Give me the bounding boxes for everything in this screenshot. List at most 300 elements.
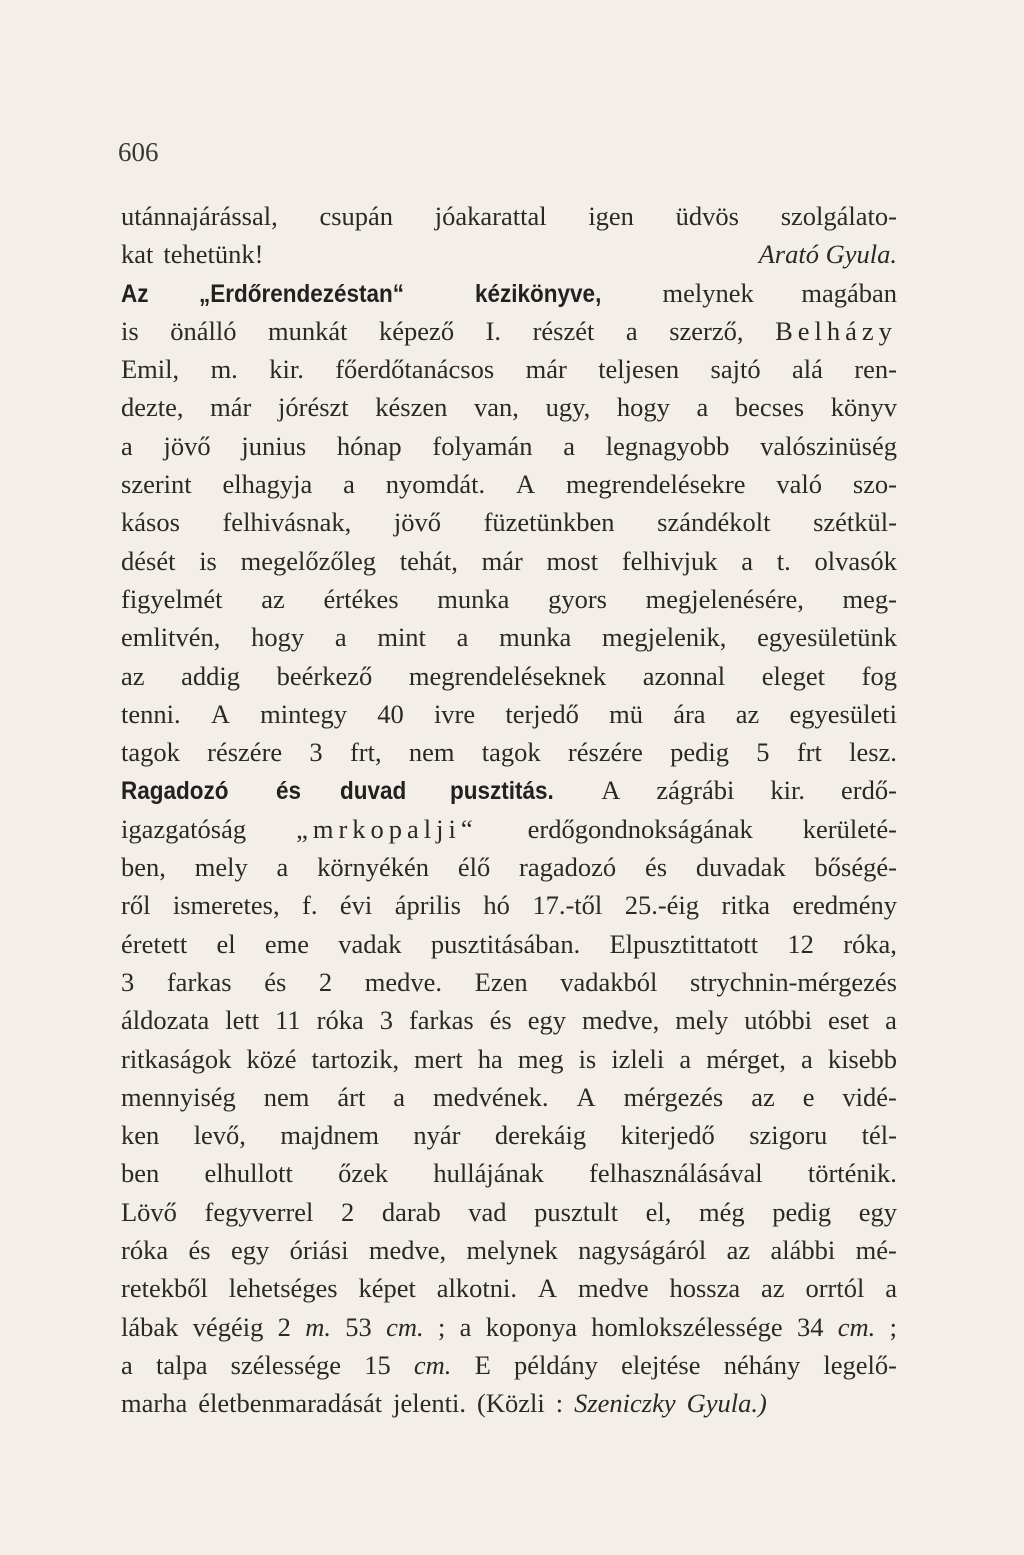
word: az (735, 698, 760, 729)
word: emlitvén, (121, 622, 221, 653)
text-line (121, 886, 897, 924)
word: szándékolt (657, 507, 771, 538)
word: róka, (843, 928, 897, 959)
word: majdnem (280, 1120, 379, 1151)
word: erdő- (841, 775, 897, 806)
word: a (741, 545, 753, 576)
word: az (261, 583, 285, 614)
word: ről (121, 890, 151, 921)
word: tehát, (399, 545, 458, 576)
word: csupán (319, 201, 394, 231)
word: frt, (349, 737, 382, 768)
word: felhivjuk (621, 545, 718, 576)
word: Szeniczky (574, 1388, 676, 1419)
word: való (776, 469, 822, 500)
word: dezte, (121, 392, 184, 423)
word: I. (485, 315, 502, 346)
word: lehetséges (228, 1273, 338, 1304)
word: kásos (121, 507, 180, 538)
word: szo- (852, 469, 897, 500)
word: vadakból (560, 966, 658, 997)
word: az (726, 1235, 751, 1266)
word: homlokszélessége (591, 1311, 783, 1342)
text-line (121, 1308, 897, 1346)
text-line (121, 235, 897, 273)
word: eleget (761, 660, 826, 691)
word: is (121, 315, 139, 346)
word: elejtése (621, 1349, 701, 1380)
word: Elpusztittatott (609, 928, 759, 959)
word: eme (264, 928, 309, 959)
word: kisebb (827, 1043, 897, 1074)
text-line (121, 1269, 897, 1307)
word: orrtól (805, 1273, 865, 1304)
page-number: 606 (118, 137, 159, 167)
text-line (121, 1384, 897, 1422)
word: figyelmét (121, 583, 223, 614)
word: igazgatóság (121, 813, 247, 844)
text-line (121, 771, 897, 809)
word: cm. (413, 1349, 452, 1380)
word: most (546, 545, 599, 576)
word: pusztitás. (449, 777, 554, 806)
text-line (121, 274, 897, 312)
text-line (121, 1154, 897, 1192)
word: 3 (309, 737, 323, 768)
word: ren- (854, 354, 897, 385)
text-line (121, 1040, 897, 1078)
word: hogy (251, 622, 305, 653)
word: duvadak (695, 852, 786, 883)
word: eset (827, 1005, 870, 1036)
word: értékes (323, 583, 399, 614)
word: folyamán (432, 430, 533, 461)
word: teljesen (598, 354, 680, 385)
word: beérkező (276, 660, 373, 691)
word: fegyverrel (204, 1196, 314, 1227)
text-line (121, 465, 897, 503)
word: április (394, 890, 461, 921)
word: frt (796, 737, 822, 768)
word: : (555, 1388, 564, 1419)
word: kat (121, 239, 154, 270)
word: mely (194, 852, 248, 883)
word: kézikönyve, (474, 279, 601, 308)
word: önálló (170, 315, 237, 346)
word: hó (483, 890, 510, 921)
word: 15 (364, 1349, 391, 1380)
word: f. (302, 890, 318, 921)
word: Az (121, 279, 149, 308)
word: végéig (192, 1311, 264, 1342)
word: és (276, 777, 302, 806)
word: melynek (662, 277, 754, 308)
word: munka (437, 583, 510, 614)
word: melynek (466, 1235, 558, 1266)
word: ; (437, 1311, 446, 1342)
word: az (751, 1081, 775, 1112)
word: alá (792, 354, 823, 385)
text-line (121, 1001, 897, 1039)
word: m. (210, 354, 238, 385)
word: lett (225, 1005, 260, 1036)
word: nem (263, 1081, 310, 1112)
word: mü (609, 698, 643, 729)
word: jövő (163, 430, 211, 461)
word: kerületé- (802, 813, 897, 844)
word: munka (499, 622, 572, 653)
word: példány (513, 1349, 598, 1380)
word: történik. (807, 1158, 897, 1189)
word: hogy (616, 392, 670, 423)
word: ugy, (545, 392, 591, 423)
word: meg (517, 1043, 564, 1074)
text-line (121, 1346, 897, 1384)
word: élő (457, 852, 491, 883)
word: felhasználásával (589, 1158, 763, 1189)
word: a (121, 1349, 133, 1380)
word: utánnajárással, (121, 201, 278, 231)
word: a (679, 1043, 692, 1074)
word: megjelenésére, (645, 583, 804, 614)
word: utóbbi (744, 1005, 812, 1036)
word: közé (246, 1043, 297, 1074)
word: eredmény (792, 890, 897, 921)
word: képet (358, 1273, 416, 1304)
word: terjedő (505, 698, 579, 729)
word: szolgálato- (780, 201, 897, 231)
text-line (121, 1078, 897, 1116)
word: a (393, 1081, 406, 1112)
word: zágrábi (656, 775, 735, 806)
word: ivre (433, 698, 476, 729)
word: éretett (121, 928, 188, 959)
word: legnagyobb (605, 430, 730, 461)
word: 53 (345, 1311, 372, 1342)
word: róka (316, 1005, 364, 1036)
word: és (489, 1005, 512, 1036)
word: főerdőtanácsos (335, 354, 495, 385)
word: medve, (368, 1235, 447, 1266)
word: kir. (770, 775, 806, 806)
word: olvasók (814, 545, 897, 576)
word: és (264, 966, 287, 997)
word: dését (121, 545, 176, 576)
text-line (121, 1193, 897, 1231)
word: azonnal (642, 660, 726, 691)
word: levő, (193, 1120, 246, 1151)
word: pedig (670, 737, 730, 768)
text-line (121, 580, 897, 618)
word: készen (375, 392, 448, 423)
word: a (459, 1311, 472, 1342)
word: árt (337, 1081, 366, 1112)
word: meg- (842, 583, 897, 614)
text-line (121, 388, 897, 426)
text-line (121, 312, 897, 350)
word: képező (379, 315, 455, 346)
word: gyors (548, 583, 607, 614)
word: medve. (364, 966, 443, 997)
word: mely (675, 1005, 729, 1036)
text-line (121, 1116, 897, 1154)
word: részére (567, 737, 643, 768)
word: tenni. (121, 698, 181, 729)
word: koponya (485, 1311, 577, 1342)
word: valószinüség (760, 430, 897, 461)
word: kiterjedő (620, 1120, 715, 1151)
word: erdőgondnokságának (527, 813, 753, 844)
word: mert (414, 1043, 463, 1074)
word: áldozata (121, 1005, 210, 1036)
word: ; (889, 1311, 897, 1342)
word: mennyiség (121, 1081, 236, 1112)
word: őzek (338, 1158, 389, 1189)
word: 5 (756, 737, 770, 768)
word: a (456, 622, 469, 653)
word: 2 (318, 966, 333, 997)
word: egyesületünk (757, 622, 897, 653)
word: ritkaságok (121, 1043, 232, 1074)
word: tagok (121, 737, 180, 768)
word: szétkül- (813, 507, 897, 538)
word: junius (241, 430, 307, 461)
word: A (210, 698, 230, 729)
word: nem (408, 737, 455, 768)
word: strychnin-mérgezés (689, 966, 897, 997)
word: 11 (275, 1005, 301, 1036)
word: magában (801, 277, 897, 308)
word: 34 (796, 1311, 824, 1342)
word: és (188, 1235, 211, 1266)
word: medve (577, 1273, 649, 1304)
word: E (474, 1349, 491, 1380)
text-line (121, 350, 897, 388)
word: bőségé- (814, 852, 897, 883)
word: ha (477, 1043, 503, 1074)
word: a (885, 1005, 897, 1036)
word: lábak (121, 1311, 179, 1342)
word: évi (339, 890, 373, 921)
word: hónap (336, 430, 402, 461)
word: már (525, 354, 567, 385)
word: 12 (787, 928, 814, 959)
word: ken (121, 1120, 160, 1151)
word: jóakarattal (434, 201, 547, 231)
word: részére (207, 737, 283, 768)
word: talpa (155, 1349, 208, 1380)
word: retekből (121, 1273, 208, 1304)
word: hullájának (433, 1158, 544, 1189)
word: becses (734, 392, 805, 423)
word: Belházy (775, 315, 897, 346)
word: 3 (379, 1005, 393, 1036)
word: szerint (121, 469, 192, 500)
word: a (625, 315, 638, 346)
word: még (699, 1196, 745, 1227)
word: mérgezés (623, 1081, 724, 1112)
word: tehetünk! (163, 239, 264, 270)
word: ára (673, 698, 706, 729)
word: megrendeléseknek (408, 660, 607, 691)
word: alkotni. (436, 1273, 518, 1304)
text-line (121, 618, 897, 656)
word: A (515, 469, 536, 500)
word: egy (527, 1005, 566, 1036)
word: addig (181, 660, 241, 691)
word: cm. (386, 1311, 424, 1342)
word: vadak (338, 928, 402, 959)
word: a (885, 1273, 897, 1304)
word: nyomdát. (385, 469, 486, 500)
word: mé- (855, 1235, 897, 1266)
word: ragadozó (519, 852, 617, 883)
word: „Erdőrendezéstan“ (199, 279, 405, 308)
author-signature: Arató Gyula. (758, 239, 897, 270)
text-line (121, 657, 897, 695)
word: megjelenik, (602, 622, 727, 653)
word: 17.-től (532, 890, 603, 921)
word: életbenmaradását (198, 1388, 383, 1419)
word: 25.-éig (624, 890, 700, 921)
word: az (121, 660, 145, 691)
word: róka (121, 1235, 169, 1266)
word: szerző, (669, 315, 744, 346)
word: részét (532, 315, 595, 346)
word: vidé- (842, 1081, 897, 1112)
word: és (644, 852, 668, 883)
word: jórészt (278, 392, 349, 423)
word: marha (121, 1388, 188, 1419)
word: duvad (340, 777, 407, 806)
text-line (121, 733, 897, 771)
word: t. (776, 545, 791, 576)
word: el, (645, 1196, 672, 1227)
word: szigoru (749, 1120, 828, 1151)
text-line (121, 427, 897, 465)
word: hossza (669, 1273, 741, 1304)
word: A (537, 1273, 558, 1304)
word: e (802, 1081, 815, 1112)
word: egy (858, 1196, 897, 1227)
word: óriási (289, 1235, 349, 1266)
word: alábbi (770, 1235, 836, 1266)
word: medvének. (433, 1081, 549, 1112)
word: Lövő (121, 1196, 177, 1227)
word: nagyságáról (578, 1235, 707, 1266)
word: jelenti. (393, 1388, 466, 1419)
text-line (121, 1231, 897, 1269)
word: ben (121, 1158, 160, 1189)
text-line (121, 925, 897, 963)
word: üdvös (675, 201, 739, 231)
word: A (576, 1081, 596, 1112)
word: lesz. (849, 737, 897, 768)
word: a (334, 622, 347, 653)
word: Emil, (121, 354, 180, 385)
word: a (121, 430, 133, 461)
article-text (121, 197, 897, 1423)
text-line (121, 542, 897, 580)
text-line (121, 503, 897, 541)
text-line (121, 197, 897, 235)
word: néhány (723, 1349, 801, 1380)
word: ritka (721, 890, 771, 921)
word: környékén (317, 852, 429, 883)
word: felhivásnak, (222, 507, 352, 538)
word: farkas (166, 966, 232, 997)
word: pusztitásában. (430, 928, 581, 959)
word: fog (861, 660, 897, 691)
word: 2 (341, 1196, 355, 1227)
text-line (121, 848, 897, 886)
word: megelőzőleg (240, 545, 376, 576)
word: munkát (268, 315, 348, 346)
word: 3 (121, 966, 135, 997)
word: szélessége (230, 1349, 342, 1380)
word: 2 (277, 1311, 291, 1342)
word: ismeretes, (172, 890, 280, 921)
word: sajtó (710, 354, 761, 385)
word: a (276, 852, 289, 883)
word: a (563, 430, 575, 461)
text-line (121, 695, 897, 733)
word: jövő (393, 507, 441, 538)
word: elhagyja (222, 469, 313, 500)
word: füzetünkben (483, 507, 615, 538)
word: ben, (121, 852, 166, 883)
text-line (121, 963, 897, 1001)
word: Ezen (474, 966, 528, 997)
word: nyár (413, 1120, 461, 1151)
word: mérget, (706, 1043, 786, 1074)
word: tartozik, (311, 1043, 400, 1074)
word: m. (305, 1311, 331, 1342)
word: már (210, 392, 252, 423)
word: tél- (861, 1120, 897, 1151)
word: medve, (581, 1005, 660, 1036)
word: elhullott (204, 1158, 293, 1189)
word: Ragadozó (121, 777, 229, 806)
word: is (578, 1043, 597, 1074)
word: a (800, 1043, 813, 1074)
word: vad (468, 1196, 507, 1227)
word: igen (588, 201, 634, 231)
word: „mrkopalji“ (296, 813, 478, 844)
word: egy (230, 1235, 270, 1266)
word: mint (377, 622, 426, 653)
word: megrendelésekre (565, 469, 746, 500)
word: derekáig (494, 1120, 587, 1151)
word: farkas (408, 1005, 474, 1036)
word: el (216, 928, 236, 959)
word: darab (381, 1196, 441, 1227)
word: legelő- (823, 1349, 897, 1380)
word: az (761, 1273, 785, 1304)
word: van, (474, 392, 519, 423)
word: Gyula.) (686, 1388, 767, 1419)
word: pedig (772, 1196, 832, 1227)
word: pusztult (534, 1196, 619, 1227)
word: a (343, 469, 355, 500)
word: már (481, 545, 523, 576)
word: cm. (837, 1311, 876, 1342)
word: A (601, 775, 621, 806)
word: könyv (830, 392, 897, 423)
word: (Közli (477, 1388, 545, 1419)
word: egyesületi (789, 698, 897, 729)
word: mintegy (260, 698, 348, 729)
